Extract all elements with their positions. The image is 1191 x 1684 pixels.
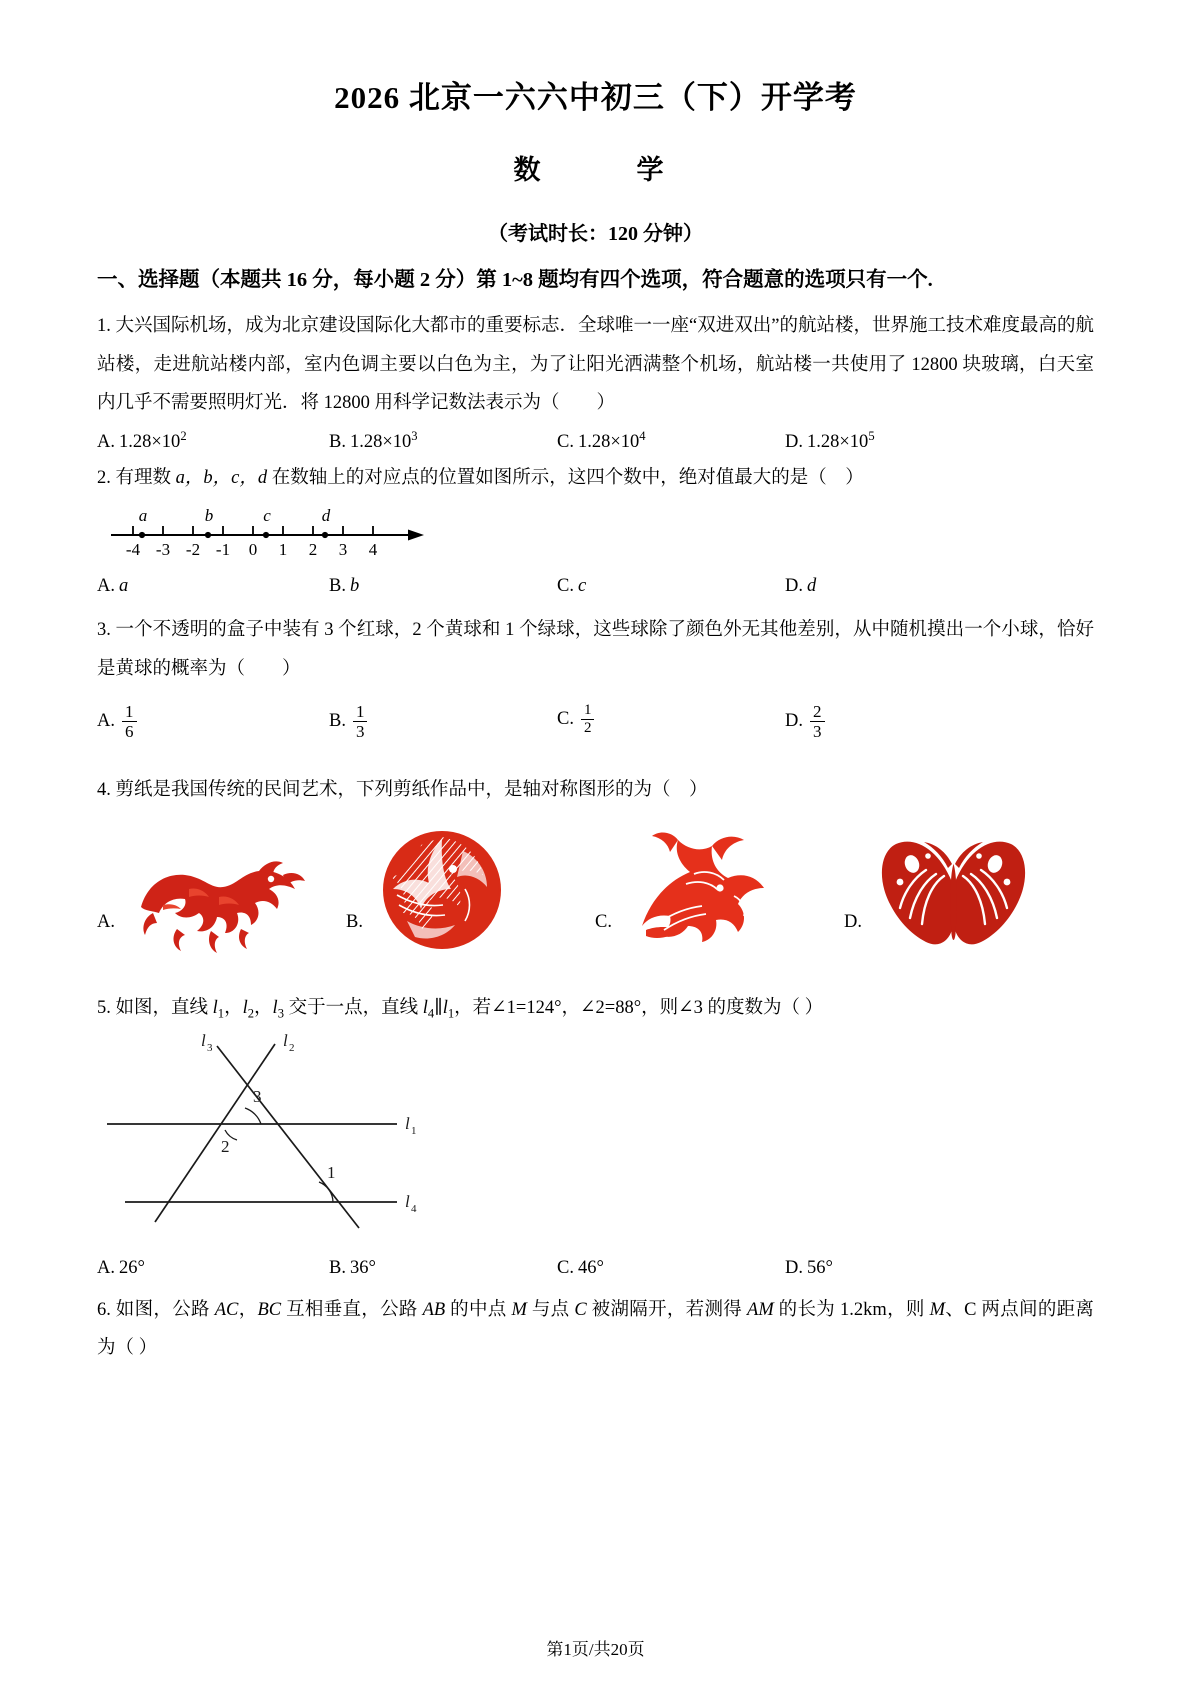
svg-text:b: b xyxy=(204,506,214,526)
option-d-value: d xyxy=(807,576,817,597)
svg-text:a: a xyxy=(138,506,148,526)
subject-title: 数 学 xyxy=(513,155,678,186)
svg-text:4: 4 xyxy=(411,1202,417,1215)
number-line-point-labels xyxy=(139,506,331,525)
option-c-label: C. xyxy=(557,576,574,597)
svg-text:2: 2 xyxy=(289,1041,295,1054)
question-2-variables: a，b，c，d xyxy=(175,468,268,489)
option-a-label: A. xyxy=(97,711,115,732)
option-c-label: C. xyxy=(557,1257,574,1278)
svg-text:1: 1 xyxy=(278,540,288,560)
option-d[interactable] xyxy=(785,702,1015,741)
number-line-svg xyxy=(103,505,443,561)
option-c-label: C. xyxy=(557,432,574,453)
option-a[interactable] xyxy=(97,576,329,597)
page-content xyxy=(97,0,1094,1684)
option-c-value: 46° xyxy=(577,1257,604,1278)
svg-text:4: 4 xyxy=(368,540,378,560)
option-d-label: D. xyxy=(844,912,862,933)
svg-text:c: c xyxy=(263,506,271,526)
option-b-label: B. xyxy=(329,432,346,453)
option-b[interactable] xyxy=(346,825,595,955)
question-5-text: 5. 如图，直线 $l_1$，$l_2$，$l_3$ 交于一点，直线 $l_4\parallel l_1$，若∠1=124°，∠2=88°，则∠3 的度数为（ ） xyxy=(97,998,824,1022)
option-c-fraction: $\frac{1}{2}$ xyxy=(581,702,595,737)
option-c[interactable] xyxy=(557,576,785,597)
option-d-label: D. xyxy=(785,1257,803,1278)
option-a-value: 26° xyxy=(119,1257,145,1278)
option-d-fraction: $\frac{2}{3}$ xyxy=(810,702,825,741)
option-b-value: $1.28\times 10^3$ xyxy=(349,428,418,453)
svg-text:l: l xyxy=(405,1113,410,1133)
line-l3 xyxy=(217,1046,359,1228)
question-2-options xyxy=(97,576,1094,597)
papercut-dragon-icon xyxy=(119,845,309,955)
option-b-label: B. xyxy=(329,1257,346,1278)
option-a[interactable] xyxy=(97,702,329,741)
option-a-value: a xyxy=(119,576,129,597)
svg-text:3: 3 xyxy=(253,1086,262,1106)
option-c-label: C. xyxy=(557,708,574,729)
svg-text:l: l xyxy=(283,1031,288,1050)
svg-text:-4: -4 xyxy=(125,540,141,560)
option-b-fraction: $\frac{1}{3}$ xyxy=(353,702,368,741)
page-footer: 第1页/共20页 xyxy=(546,1640,645,1659)
option-a-label: A. xyxy=(97,1257,115,1278)
option-a-value: $1.28\times 10^2$ xyxy=(119,428,187,453)
question-3-options xyxy=(97,702,1094,741)
option-d-value: 56° xyxy=(807,1257,833,1278)
option-b-label: B. xyxy=(346,912,363,933)
number-line-ticks xyxy=(133,526,373,535)
option-c-value: c xyxy=(577,576,587,597)
option-b[interactable] xyxy=(329,702,557,741)
option-d-label: D. xyxy=(785,711,803,732)
question-3-text: 3. 一个不透明的盒子中装有 3 个红球，2 个黄球和 1 个绿球，这些球除了颜色外无其他差别，从中随机摸出一个小球，恰好是黄球的概率为（ ） xyxy=(97,620,1094,679)
option-a-label: A. xyxy=(97,576,115,597)
option-d-label: D. xyxy=(785,576,803,597)
option-b[interactable] xyxy=(329,1258,557,1279)
question-2-number-line-figure xyxy=(103,505,1094,566)
svg-text:-1: -1 xyxy=(215,540,231,560)
option-b[interactable] xyxy=(329,428,557,453)
option-a-label: A. xyxy=(97,432,115,453)
question-5-figure xyxy=(97,1032,1094,1252)
number-line-tick-labels xyxy=(126,540,378,559)
svg-text:0: 0 xyxy=(248,540,258,560)
option-d[interactable] xyxy=(785,428,1015,453)
option-b-label: B. xyxy=(329,711,346,732)
option-a-fraction: $\frac{1}{6}$ xyxy=(122,702,137,741)
svg-text:1: 1 xyxy=(411,1124,417,1137)
option-d-value: $1.28\times 10^5$ xyxy=(807,428,875,453)
option-a-label: A. xyxy=(97,912,115,933)
question-5-options xyxy=(97,1258,1094,1279)
option-c[interactable] xyxy=(557,428,785,453)
svg-text:d: d xyxy=(321,506,331,526)
svg-text:3: 3 xyxy=(338,540,348,560)
intersecting-lines-svg xyxy=(97,1032,457,1247)
svg-text:-2: -2 xyxy=(185,540,201,560)
svg-text:l: l xyxy=(201,1031,206,1050)
svg-text:3: 3 xyxy=(207,1041,213,1054)
svg-text:l: l xyxy=(405,1191,410,1211)
option-d[interactable] xyxy=(785,1258,1015,1279)
angle-arcs xyxy=(225,1108,333,1202)
option-d-label: D. xyxy=(785,432,803,453)
svg-text:1: 1 xyxy=(327,1162,336,1182)
option-c[interactable] xyxy=(557,1258,785,1279)
option-c[interactable] xyxy=(557,702,785,737)
exam-duration: （考试时长：120 分钟） xyxy=(488,223,703,246)
question-4-text: 4. 剪纸是我国传统的民间艺术，下列剪纸作品中，是轴对称图形的为（ ） xyxy=(97,780,708,801)
option-b-value: 36° xyxy=(349,1257,376,1278)
option-b-value: b xyxy=(349,576,360,597)
option-c[interactable] xyxy=(595,830,844,955)
svg-text:2: 2 xyxy=(221,1136,230,1156)
question-1-options xyxy=(97,428,1094,453)
papercut-fish-flower-icon xyxy=(616,830,781,955)
option-d[interactable] xyxy=(785,576,1015,597)
option-b-label: B. xyxy=(329,576,346,597)
page-title: 2026 北京一六六中初三（下）开学考 xyxy=(334,80,857,115)
question-6-text: 6. 如图，公路 AC，BC 互相垂直，公路 AB 的中点 M 与点 C 被湖隔开，若测得 AM 的长为 1.2km，则 M、C 两点间的距离为（ ） xyxy=(97,1299,1094,1358)
question-2-text: 2. 有理数 a，b，c，d 在数轴上的对应点的位置如图所示，这四个数中，绝对值最大的是（ ） xyxy=(97,468,864,489)
option-d[interactable] xyxy=(844,830,1093,955)
option-a[interactable] xyxy=(97,1258,329,1279)
option-a[interactable] xyxy=(97,845,346,955)
option-c-label: C. xyxy=(595,912,612,933)
arrow-head-icon xyxy=(408,530,424,541)
svg-text:2: 2 xyxy=(308,540,318,560)
section-heading: 一、选择题（本题共 16 分，每小题 2 分）第 1~8 题均有四个选项，符合题意的选项只有一个. xyxy=(97,269,933,292)
question-1-text: 1. 大兴国际机场，成为北京建设国际化大都市的重要标志．全球唯一一座“双进双出”的航站楼，世界施工技术难度最高的航站楼，走进航站楼内部，室内色调主要以白色为主，为了让阳光洒满整个机场，航站楼一共使用了 12800 块玻璃，白天室内几乎不需要照明灯光．将 12800 用科学记数法表示为（ ） xyxy=(97,316,1094,413)
option-b[interactable] xyxy=(329,576,557,597)
option-a[interactable] xyxy=(97,428,329,453)
question-4-options xyxy=(97,825,1094,955)
line-l2 xyxy=(155,1041,275,1222)
svg-text:-3: -3 xyxy=(155,540,171,560)
papercut-butterfly-icon xyxy=(866,830,1041,955)
papercut-round-phoenix-icon xyxy=(367,825,517,955)
option-c-value: $1.28\times 10^4$ xyxy=(577,428,646,453)
